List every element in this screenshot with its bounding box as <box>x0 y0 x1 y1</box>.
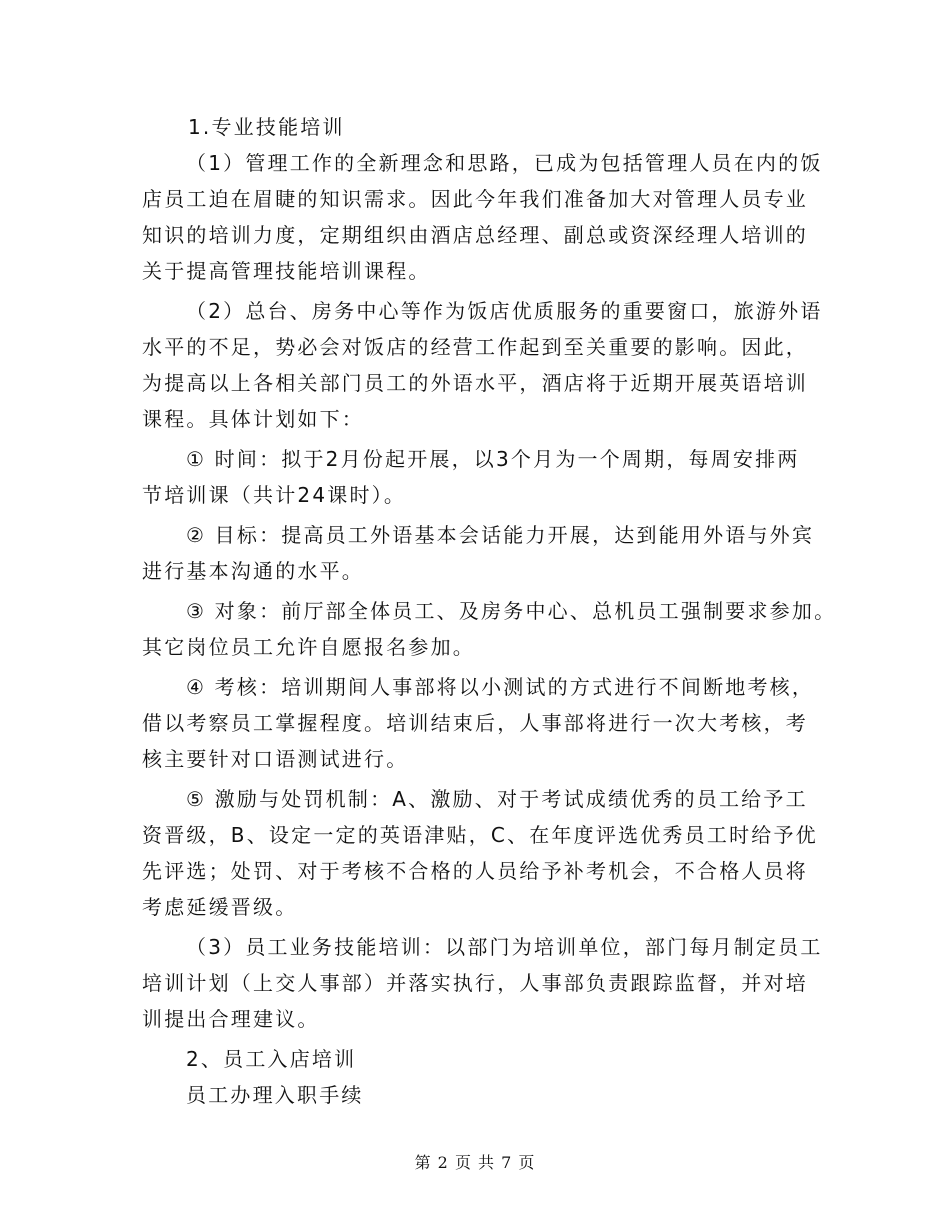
paragraph-line: 员工办理入职手续 <box>186 1083 364 1107</box>
page-number: 第 2 页 共 7 页 <box>414 1153 536 1172</box>
paragraph-line: 关于提高管理技能培训课程。 <box>142 259 431 283</box>
list-item-target: ③ 对象：前厅部全体员工、及房务中心、总机员工强制要求参加。 <box>186 599 837 623</box>
paragraph-line: 为提高以上各相关部门员工的外语水平，酒店将于近期开展英语培训 <box>142 371 808 395</box>
paragraph-line: 培训计划（上交人事部）并落实执行，人事部负责跟踪监督，并对培 <box>142 971 808 995</box>
paragraph-line: 借以考察员工掌握程度。培训结束后，人事部将进行一次大考核，考 <box>142 711 808 735</box>
heading-onboarding-training: 2、员工入店培训 <box>186 1047 357 1071</box>
paragraph-line: 训提出合理建议。 <box>142 1007 320 1031</box>
list-item-incentive: ⑤ 激励与处罚机制：A、激励、对于考试成绩优秀的员工给予工 <box>186 787 808 811</box>
paragraph-line: （2）总台、房务中心等作为饭店优质服务的重要窗口，旅游外语 <box>186 299 823 323</box>
paragraph-line: 资晋级，B、设定一定的英语津贴，C、在年度评选优秀员工时给予优 <box>142 823 818 847</box>
paragraph-line: 水平的不足，势必会对饭店的经营工作起到至关重要的影响。因此， <box>142 335 808 359</box>
paragraph-line: 核主要针对口语测试进行。 <box>142 747 409 771</box>
paragraph-line: 其它岗位员工允许自愿报名参加。 <box>142 635 475 659</box>
heading-professional-skills: 1.专业技能培训 <box>188 115 345 139</box>
paragraph-line: 先评选；处罚、对于考核不合格的人员给予补考机会，不合格人员将 <box>142 859 808 883</box>
paragraph-line: 课程。具体计划如下： <box>142 407 364 431</box>
paragraph-line: 节培训课（共计24课时）。 <box>142 483 407 507</box>
list-item-time: ① 时间：拟于2月份起开展，以3个月为一个周期，每周安排两 <box>186 447 800 471</box>
paragraph-line: （3）员工业务技能培训：以部门为培训单位，部门每月制定员工 <box>186 935 823 959</box>
paragraph-line: 知识的培训力度，定期组织由酒店总经理、副总或资深经理人培训的 <box>142 223 808 247</box>
paragraph-line: （1）管理工作的全新理念和思路，已成为包括管理人员在内的饭 <box>186 151 823 175</box>
paragraph-line: 考虑延缓晋级。 <box>142 895 298 919</box>
list-item-goal: ② 目标：提高员工外语基本会话能力开展，达到能用外语与外宾 <box>186 523 815 547</box>
paragraph-line: 进行基本沟通的水平。 <box>142 559 364 583</box>
list-item-assessment: ④ 考核：培训期间人事部将以小测试的方式进行不间断地考核， <box>186 675 815 699</box>
paragraph-line: 店员工迫在眉睫的知识需求。因此今年我们准备加大对管理人员专业 <box>142 187 808 211</box>
